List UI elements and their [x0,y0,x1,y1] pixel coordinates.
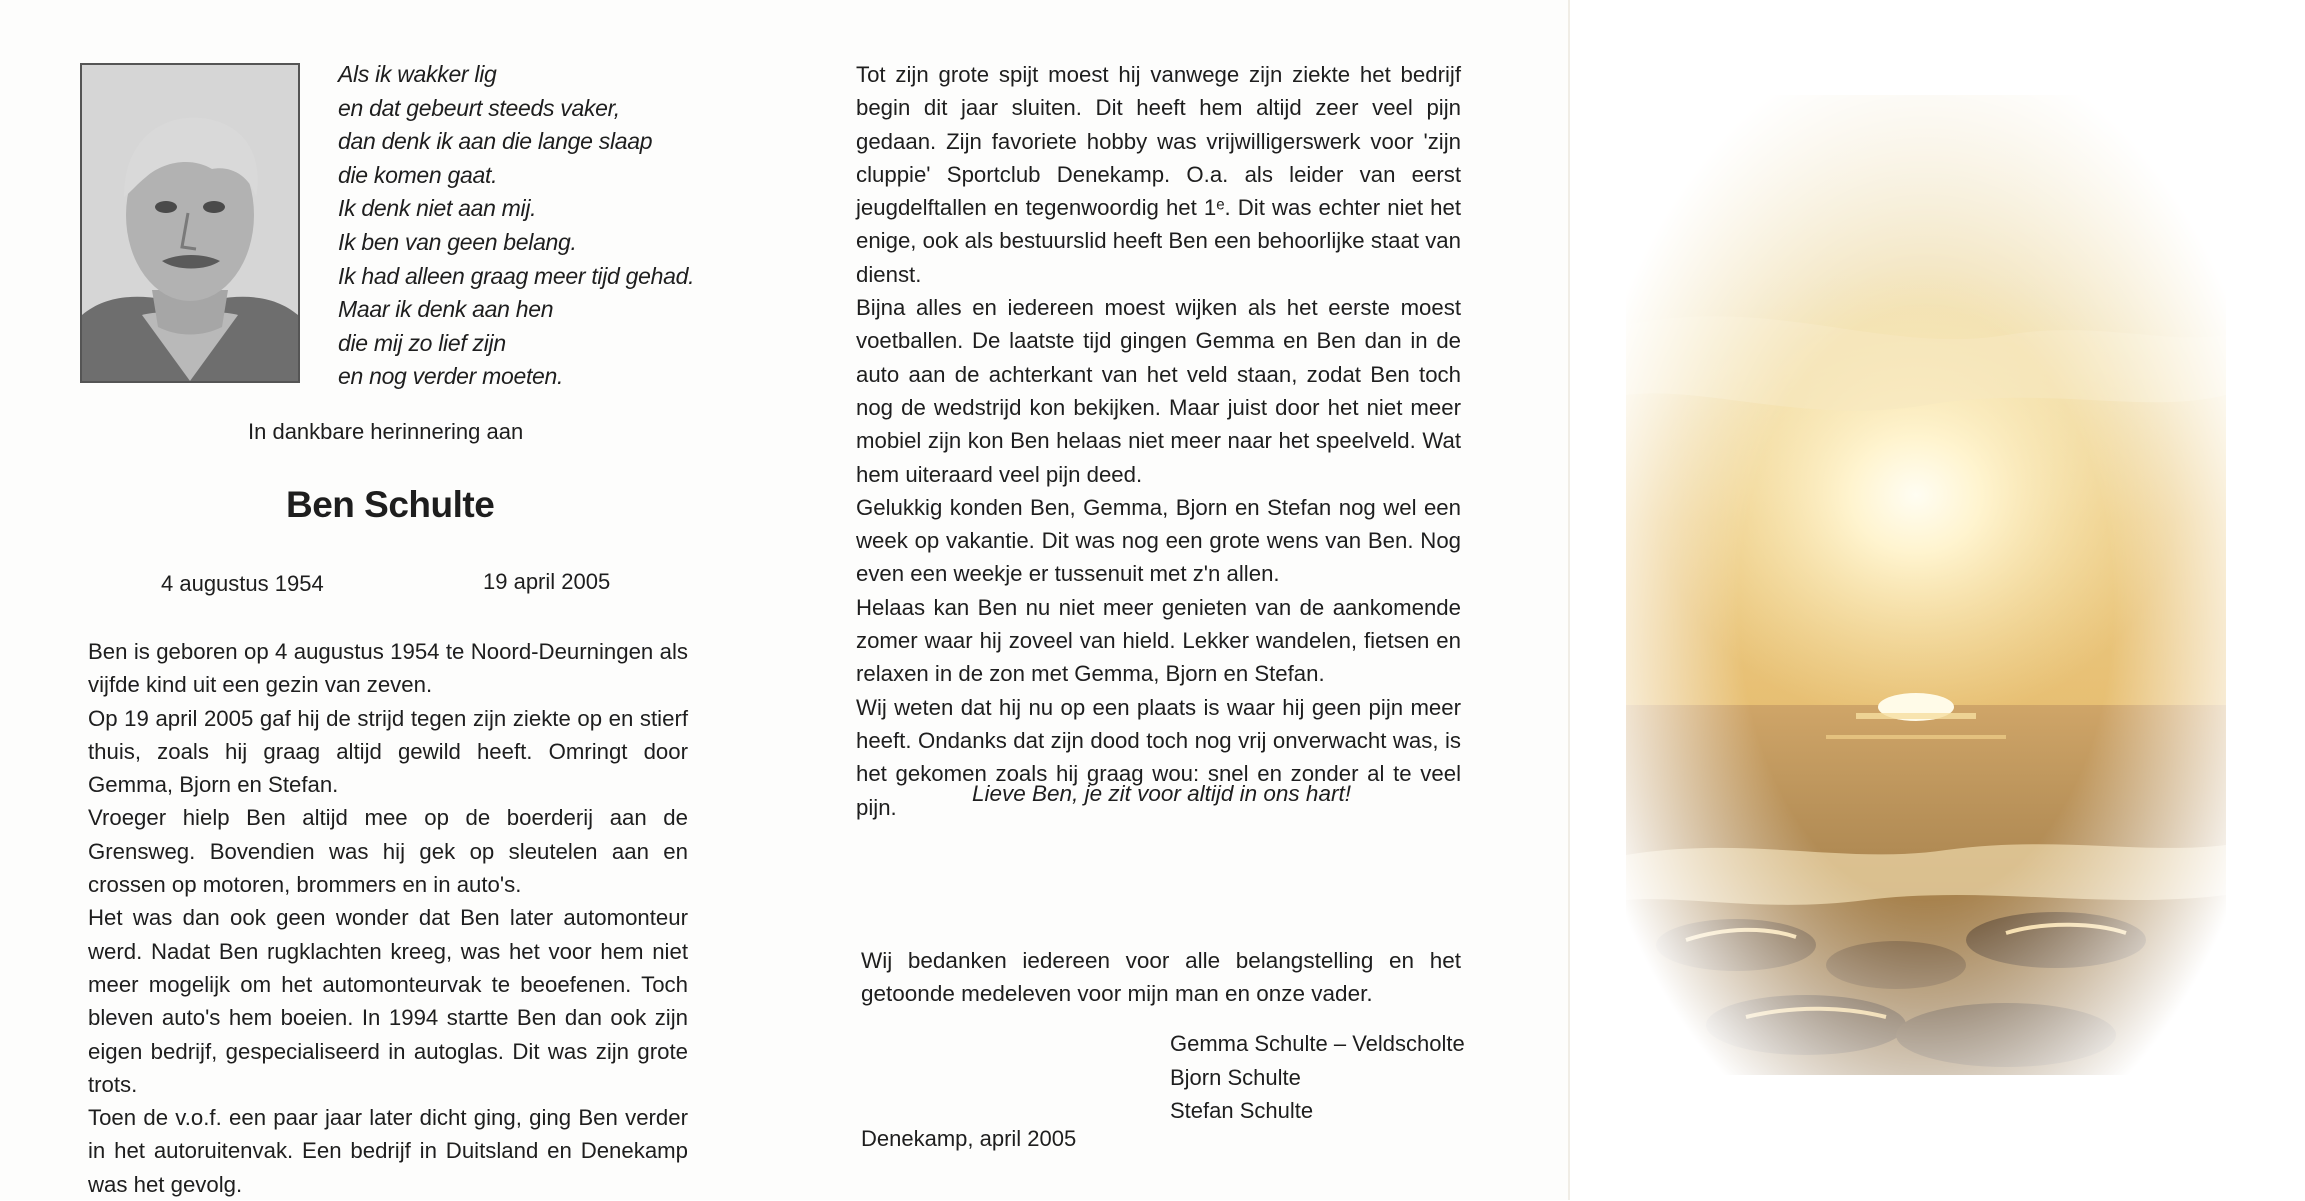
biography-paragraph: Ben is geboren op 4 augustus 1954 te Noord-Deurningen als vijfde kind uit een gezin van zeven. [88,639,688,698]
poem [338,58,758,394]
biography-paragraph: Op 19 april 2005 gaf hij de strijd tegen zijn ziekte op en stierf thuis, zoals hij graag altijd gewild heeft. Omringt door Gemma, Bjorn en Stefan. [88,705,688,798]
poem-line: die komen gaat. [338,161,498,188]
closing-line: Lieve Ben, je zit voor altijd in ons hart! [972,781,1351,806]
poem-line: Ik ben van geen belang. [338,228,577,255]
poem-line: Maar ik denk aan hen [338,296,554,323]
biography-paragraph: Wij weten dat hij nu op een plaats is waar hij geen pijn meer heeft. Ondanks dat zijn dood toch nog vrij onverwacht was, is het gekomen zoals hij graag wou: snel en zonder al te veel pijn. [856,694,1461,820]
intro-text: In dankbare herinnering aan [248,419,524,444]
poem-line: Ik denk niet aan mij. [338,195,537,222]
biography [88,635,688,1201]
thanks-text: Wij bedanken iedereen voor alle belangstelling en het getoonde medeleven voor mijn man en onze vader. [861,948,1461,1006]
poem-line: en nog verder moeten. [338,363,564,390]
biography-paragraph: Bijna alles en iedereen moest wijken als het eerste moest voetballen. De laatste tijd gingen Gemma en Ben dan in de auto aan de achterkant van het veld staan, zodat Ben toch nog de wedstrijd kon bekijken. Maar juist door het niet meer mobiel zijn kon Ben helaas niet meer naar het speelveld. Wat hem uiteraard veel pijn deed. [856,295,1461,487]
poem-line: en dat gebeurt steeds vaker, [338,94,620,121]
birth-date: 4 augustus 1954 [161,571,324,596]
biography-paragraph: Tot zijn grote spijt moest hij vanwege zijn ziekte het bedrijf begin dit jaar sluiten. Dit heeft hem altijd zeer veel pijn gedaan. Zijn favoriete hobby was vrijwilligerswerk voor 'zijn cluppie' Sportclub Denekamp. O.a. als leider van eerst jeugdelftallen en tegenwoordig het 1ᵉ. Dit was echter niet het enige, ook als bestuurslid heeft Ben een behoorlijke staat van dienst. [856,62,1461,287]
portrait-photo [80,63,300,383]
portrait-illustration [82,65,298,381]
biography-paragraph: Toen de v.o.f. een paar jaar later dicht ging, ging Ben verder in het autoruitenvak. Een bedrijf in Duitsland en Denekamp was het gevolg. [88,1105,688,1197]
poem-line: dan denk ik aan die lange slaap [338,128,653,155]
place-date: Denekamp, april 2005 [861,1126,1077,1151]
signer-name: Bjorn Schulte [1170,1064,1301,1090]
biography-paragraph: Gelukkig konden Ben, Gemma, Bjorn en Stefan nog wel een week op vakantie. Dit was nog een grote wens van Ben. Nog even een weekje er tussenuit met z'n allen. [856,494,1461,587]
signer-name: Stefan Schulte [1170,1098,1314,1123]
signer-name: Gemma Schulte – Veldscholte [1170,1031,1465,1056]
sunset-illustration [1626,95,2226,1075]
death-date: 19 april 2005 [483,569,611,594]
biography-continued [856,58,1461,824]
poem-line: Ik had alleen graag meer tijd gehad. [338,262,695,289]
deceased-name: Ben Schulte [286,484,495,525]
poem-line: die mij zo lief zijn [338,329,506,356]
biography-paragraph: Het was dan ook geen wonder dat Ben later automonteur werd. Nadat Ben rugklachten kreeg, was het voor hem niet meer mogelijk om het automonteurvak te beoefenen. Toch bleven auto's hem boeien. In 1994 startte Ben dan ook zijn eigen bedrijf, gespecialiseerd in autoglas. Dit was zijn grote trots. [88,905,688,1097]
signers [1170,1027,1465,1128]
middle-panel [800,0,1568,1200]
right-panel [1568,0,2305,1200]
biography-paragraph: Vroeger hielp Ben altijd mee op de boerderij aan de Grensweg. Bovendien was hij gek op sleutelen aan en crossen op motoren, brommers en in auto's. [88,805,688,898]
poem-line: Als ik wakker lig [338,61,497,87]
sunset-sea-image [1626,95,2226,1075]
left-panel [0,0,800,1200]
biography-paragraph: Helaas kan Ben nu niet meer genieten van de aankomende zomer waar hij zoveel van hield. Lekker wandelen, fietsen en relaxen in de zon met Gemma, Bjorn en Stefan. [856,594,1461,687]
